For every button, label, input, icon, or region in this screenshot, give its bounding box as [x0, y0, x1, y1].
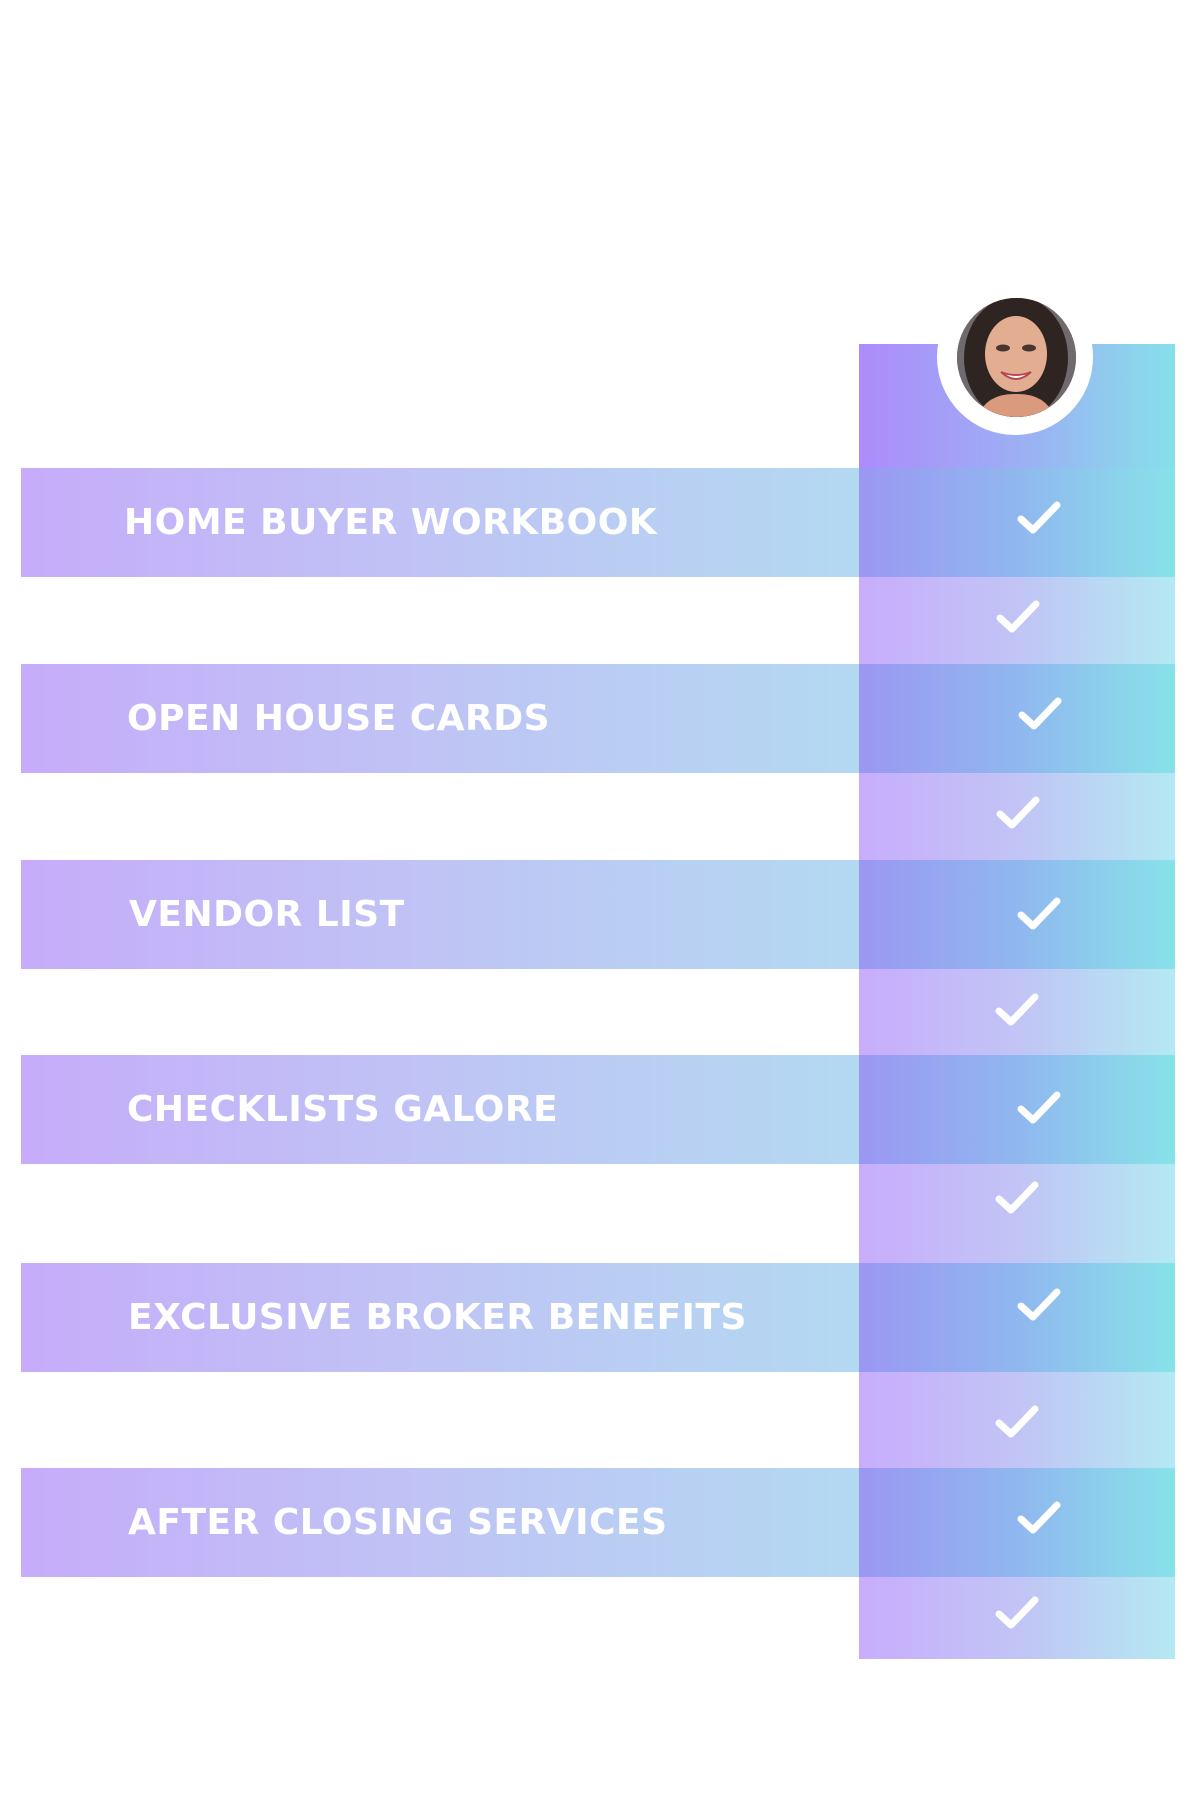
feature-row — [21, 1263, 1175, 1372]
feature-gap-cell — [859, 1577, 1175, 1659]
feature-label: HOME BUYER WORKBOOK — [124, 502, 658, 543]
feature-row — [21, 664, 1175, 773]
check-icon — [995, 992, 1039, 1028]
feature-gap-cell — [859, 1372, 1175, 1468]
check-icon — [1017, 1500, 1061, 1536]
check-icon — [1017, 1287, 1061, 1323]
check-icon — [1018, 696, 1062, 732]
check-icon — [995, 1595, 1039, 1631]
feature-row — [21, 860, 1175, 969]
feature-label: CHECKLISTS GALORE — [127, 1089, 559, 1130]
feature-label: VENDOR LIST — [129, 894, 405, 935]
check-icon — [995, 1404, 1039, 1440]
check-icon — [1017, 500, 1061, 536]
check-icon — [995, 1180, 1039, 1216]
feature-row-cell — [859, 664, 1175, 773]
agent-avatar-icon — [957, 298, 1076, 417]
feature-label: OPEN HOUSE CARDS — [127, 698, 551, 739]
check-icon — [1017, 896, 1061, 932]
feature-gap-cell — [859, 773, 1175, 860]
feature-gap-cell — [859, 577, 1175, 664]
feature-row — [21, 1055, 1175, 1164]
feature-gap-cell — [859, 969, 1175, 1055]
feature-label: AFTER CLOSING SERVICES — [128, 1502, 668, 1543]
feature-row — [21, 468, 1175, 577]
avatar — [957, 298, 1076, 417]
feature-row — [21, 1468, 1175, 1577]
check-icon — [996, 795, 1040, 831]
check-icon — [996, 599, 1040, 635]
feature-label: EXCLUSIVE BROKER BENEFITS — [128, 1297, 747, 1338]
feature-gap-cell — [859, 1164, 1175, 1263]
check-icon — [1017, 1090, 1061, 1126]
